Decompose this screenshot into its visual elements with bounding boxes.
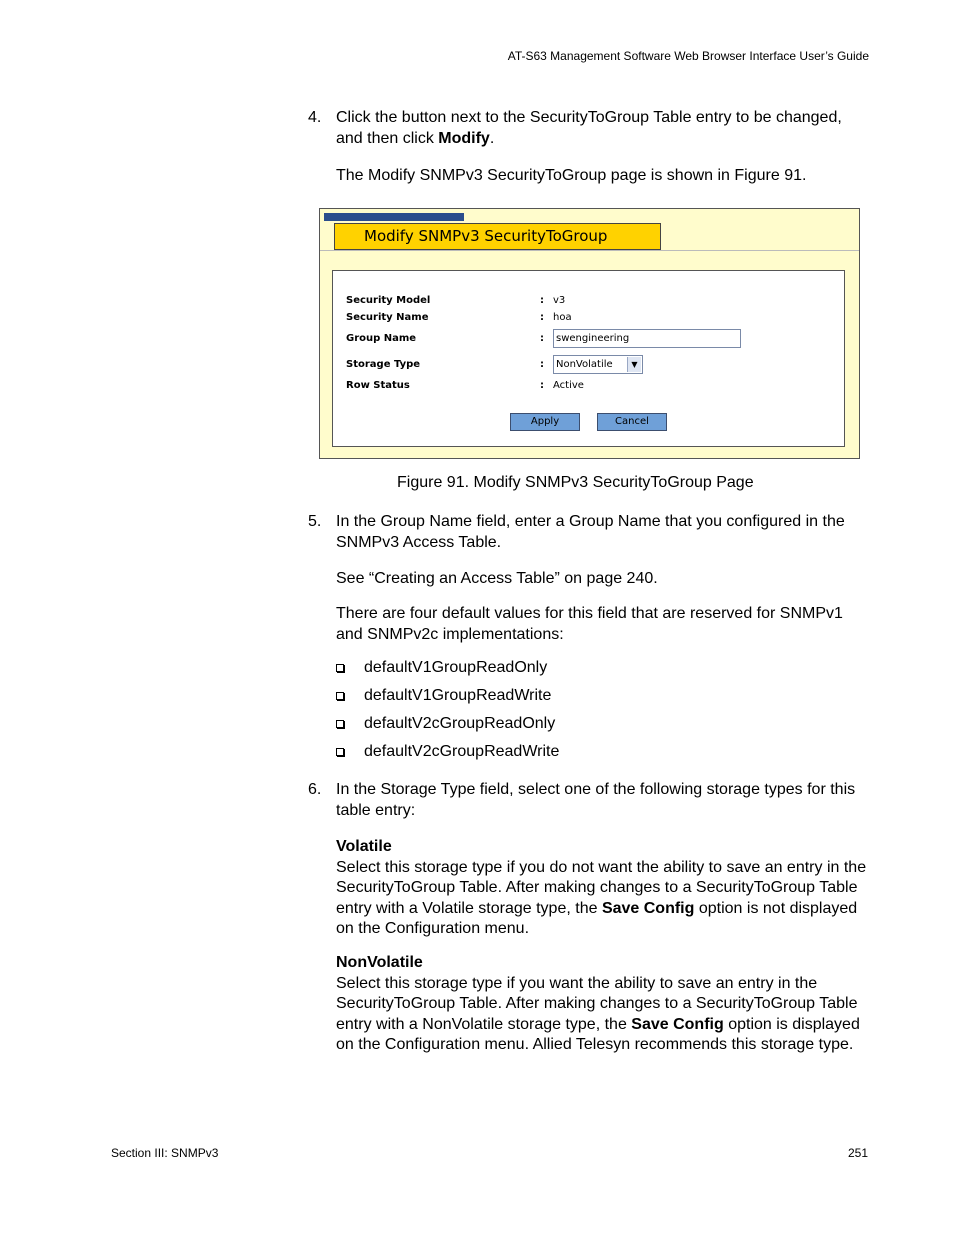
storage-type-select[interactable] xyxy=(553,355,643,374)
row-status-value: Active xyxy=(553,380,584,391)
volatile-section xyxy=(336,837,871,940)
list-item-text: defaultV2cGroupReadWrite xyxy=(364,743,560,760)
nonvolatile-section xyxy=(336,953,871,1056)
nonvolatile-heading: NonVolatile xyxy=(336,954,423,971)
step-5-text: In the Group Name field, enter a Group Name that you configured in the SNMPv3 Access Table. xyxy=(336,513,845,551)
security-model-colon: : xyxy=(540,295,544,306)
list-item-text: defaultV1GroupReadOnly xyxy=(364,659,548,676)
figure-divider xyxy=(320,250,859,251)
security-model-value: v3 xyxy=(553,295,566,306)
storage-type-selected: NonVolatile xyxy=(556,359,613,370)
storage-type-label: Storage Type xyxy=(346,359,421,370)
security-name-value: hoa xyxy=(553,312,572,323)
volatile-heading: Volatile xyxy=(336,838,392,855)
volatile-text-b: option is not displayed on the Configuration menu. xyxy=(336,899,858,937)
figure-page-title: Modify SNMPv3 SecurityToGroup xyxy=(334,223,661,250)
group-name-input[interactable]: swengineering xyxy=(553,329,741,348)
nonvolatile-text-bold: Save Config xyxy=(631,1015,724,1033)
checkbox-bullet-icon xyxy=(336,664,344,672)
figure-form-panel xyxy=(332,270,845,447)
step-6-text: In the Storage Type field, select one of the following storage types for this table entry: xyxy=(336,781,856,819)
step-4-number: 4. xyxy=(308,109,322,126)
row-status-label: Row Status xyxy=(346,380,410,391)
step-4-text-b: . xyxy=(489,129,495,147)
step-5-number: 5. xyxy=(308,513,322,530)
security-name-label: Security Name xyxy=(346,312,429,323)
nonvolatile-text-b: option is displayed on the Configuration menu. Allied Telesyn recommends this storage type. xyxy=(336,1015,860,1053)
footer-section: Section III: SNMPv3 xyxy=(111,1146,219,1160)
step-6-number: 6. xyxy=(308,781,322,798)
volatile-text-a: Select this storage type if you do not want the ability to save an entry in the SecurityToGroup Table. After making changes to a SecurityToGroup Table entry with a Volatile storage type, the xyxy=(336,858,867,917)
apply-button[interactable]: Apply xyxy=(510,413,580,431)
volatile-text-bold: Save Config xyxy=(601,899,695,917)
storage-type-colon: : xyxy=(540,359,544,370)
step-5-see: See “Creating an Access Table” on page 240. xyxy=(336,570,658,587)
security-name-colon: : xyxy=(540,312,544,323)
chevron-down-icon[interactable]: ▼ xyxy=(627,357,641,372)
step-4-text-bold: Modify xyxy=(438,129,490,147)
step-5-intro: There are four default values for this field that are reserved for SNMPv1 and SNMPv2c implementations: xyxy=(336,605,843,643)
step-4-followup: The Modify SNMPv3 SecurityToGroup page is shown in Figure 91. xyxy=(336,167,807,184)
row-status-colon: : xyxy=(540,380,544,391)
step-4-text xyxy=(336,108,871,149)
checkbox-bullet-icon xyxy=(336,720,344,728)
security-model-label: Security Model xyxy=(346,295,431,306)
checkbox-bullet-icon xyxy=(336,692,344,700)
running-header: AT-S63 Management Software Web Browser Interface User’s Guide xyxy=(507,49,869,63)
nonvolatile-text-a: Select this storage type if you want the ability to save an entry in the SecurityToGroup Table. After making changes to a SecurityToGroup Table entry with a NonVolatile storage type, the xyxy=(336,974,858,1033)
page-number: 251 xyxy=(847,1146,868,1160)
step-4-text-a: Click the button next to the SecurityToGroup Table entry to be changed, and then click xyxy=(336,109,842,147)
cancel-button[interactable]: Cancel xyxy=(597,413,667,431)
figure-caption: Figure 91. Modify SNMPv3 SecurityToGroup Page xyxy=(397,474,754,491)
list-item-text: defaultV2cGroupReadOnly xyxy=(364,715,556,732)
checkbox-bullet-icon xyxy=(336,748,344,756)
figure-tab-strip xyxy=(324,213,464,221)
group-name-label: Group Name xyxy=(346,333,417,344)
figure-91-screenshot xyxy=(319,208,860,459)
list-item-text: defaultV1GroupReadWrite xyxy=(364,687,552,704)
group-name-colon: : xyxy=(540,333,544,344)
